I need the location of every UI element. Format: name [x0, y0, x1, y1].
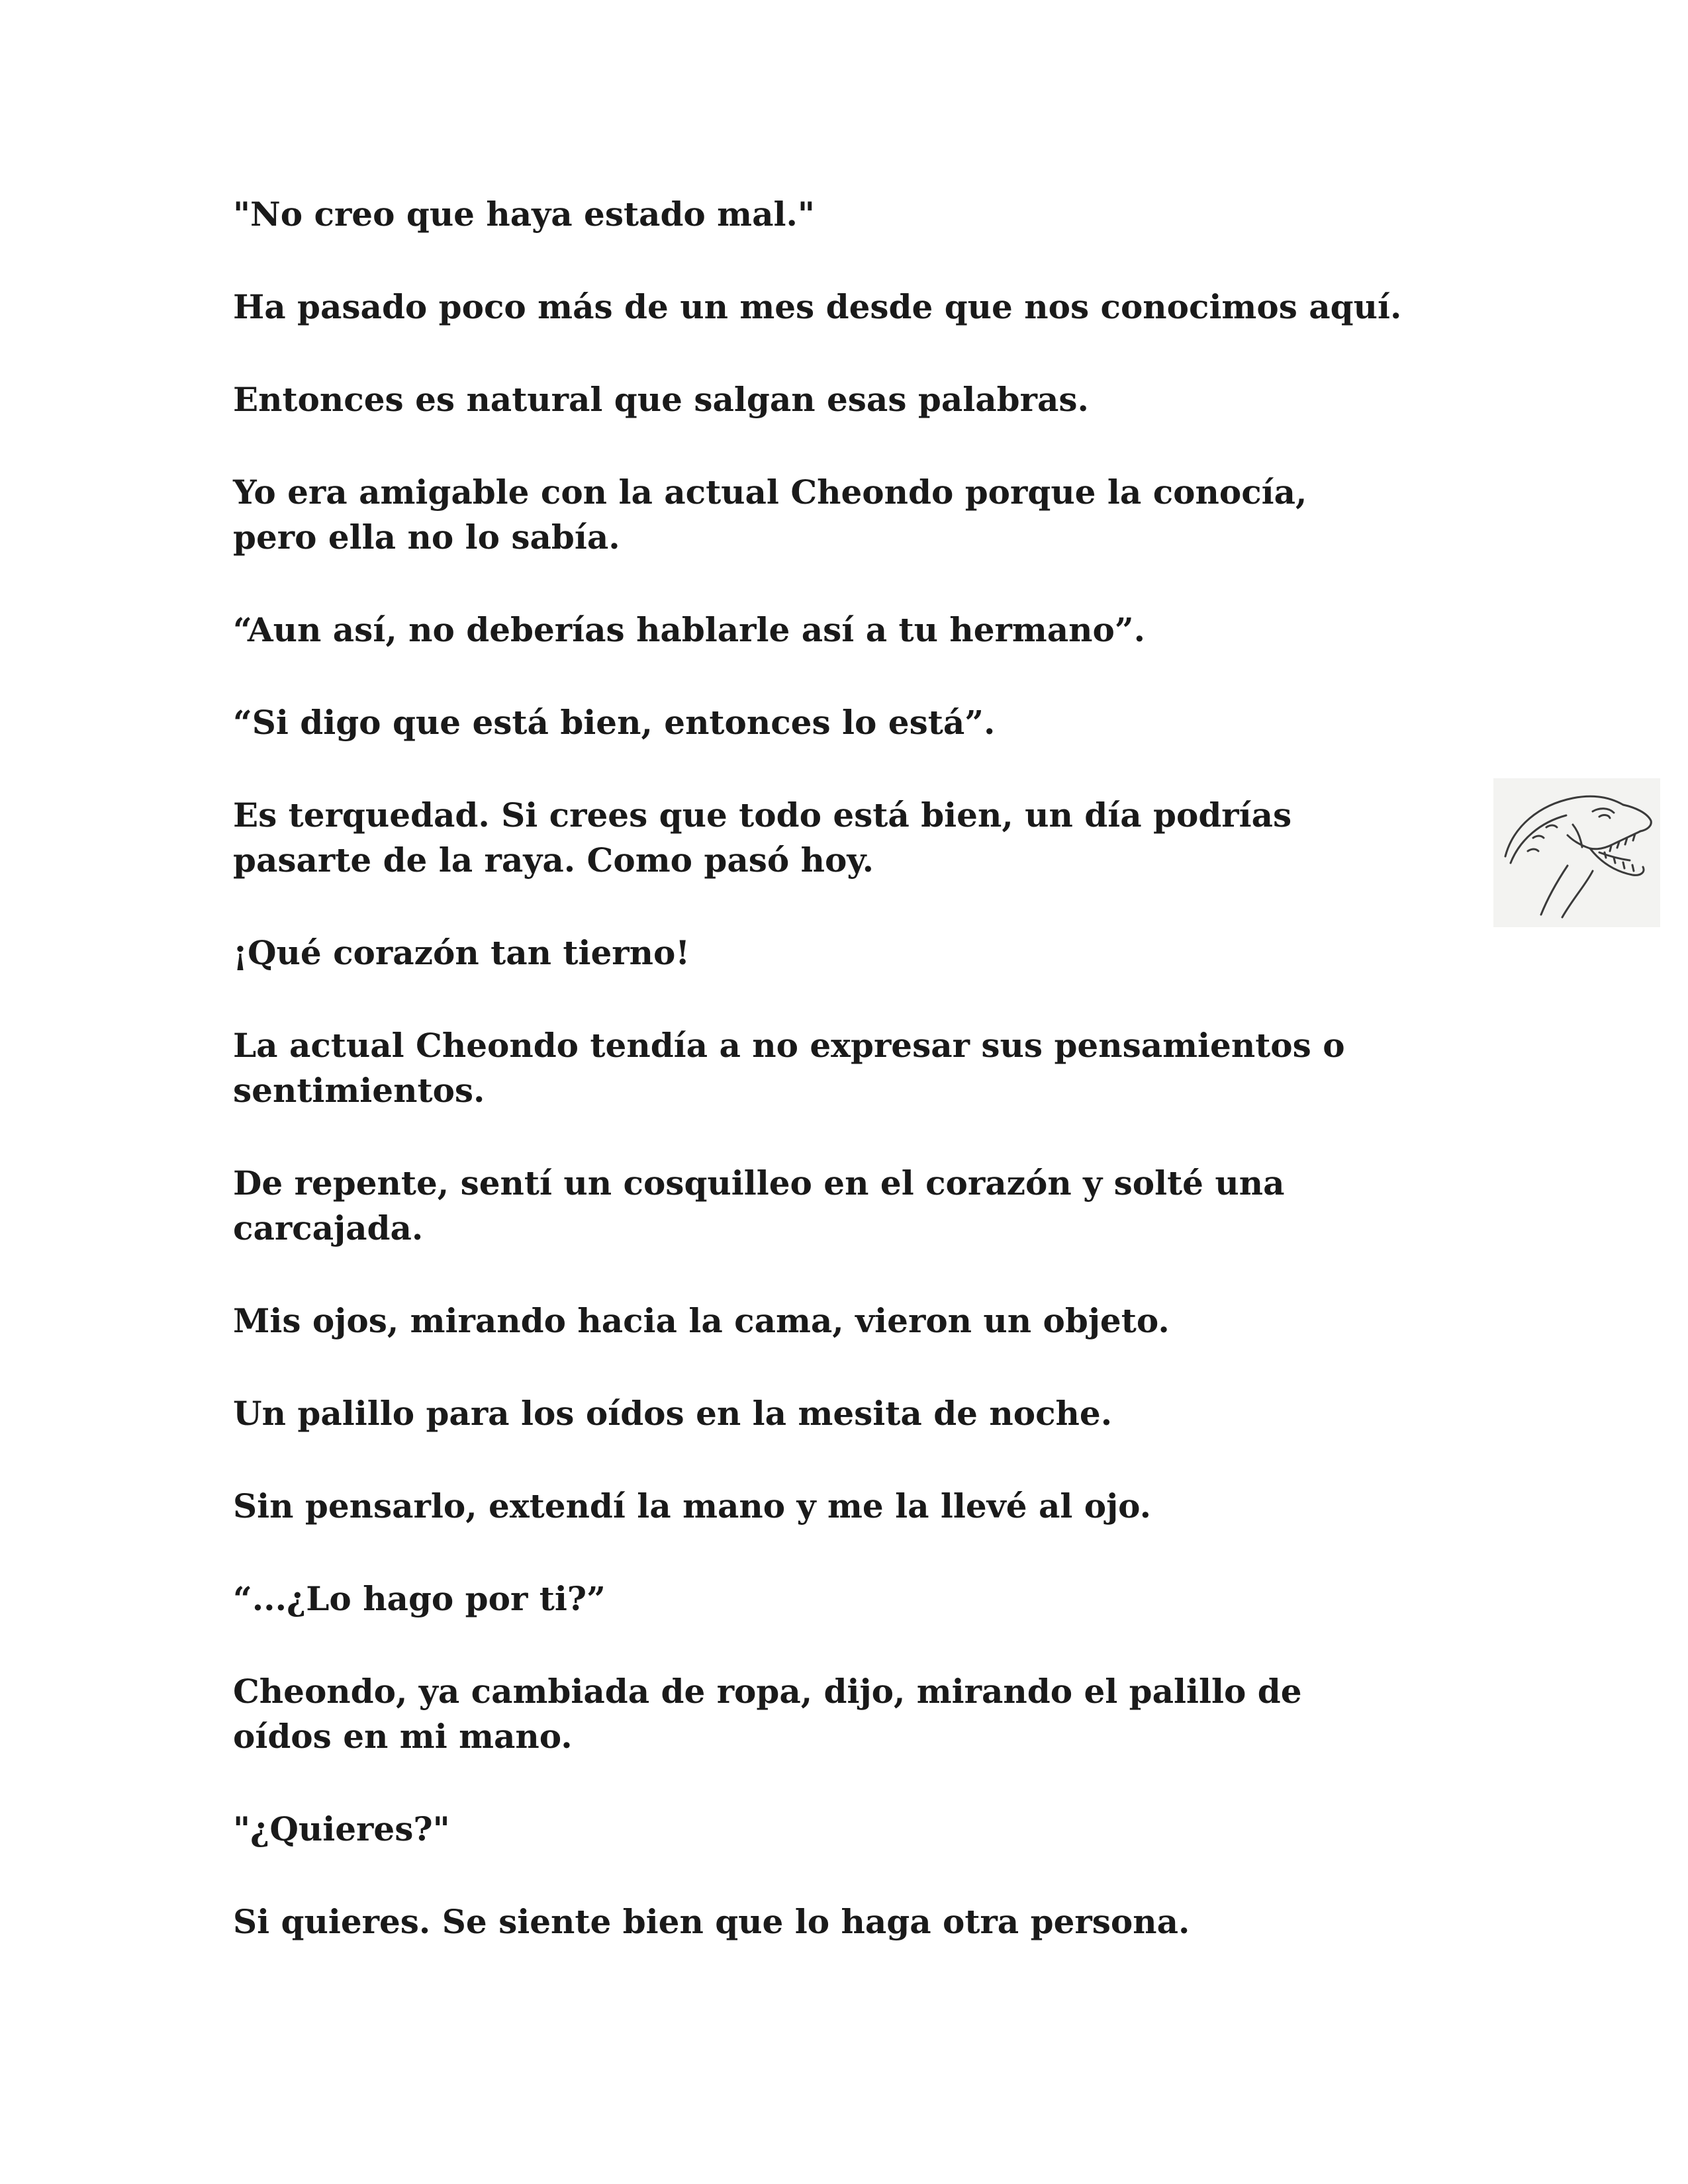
paragraph-line: Mis ojos, mirando hacia la cama, vieron un objeto.	[233, 1301, 1170, 1340]
paragraph-line: De repente, sentí un cosquilleo en el corazón y solté una	[233, 1163, 1285, 1203]
paragraph-line: Es terquedad. Si crees que todo está bien, un día podrías	[233, 796, 1292, 835]
paragraph-line: sentimientos.	[233, 1071, 485, 1110]
paragraph-line: Ha pasado poco más de un mes desde que nos conocimos aquí.	[233, 287, 1402, 326]
paragraph-3	[233, 377, 1491, 422]
paragraph-line: "No creo que haya estado mal."	[233, 195, 815, 234]
paragraph-5	[233, 608, 1491, 653]
paragraph-line: pero ella no lo sabía.	[233, 518, 620, 557]
paragraph-line: Cheondo, ya cambiada de ropa, dijo, mirando el palillo de	[233, 1672, 1302, 1711]
paragraph-line: pasarte de la raya. Como pasó hoy.	[233, 841, 874, 880]
paragraph-6	[233, 700, 1491, 745]
paragraph-14	[233, 1576, 1491, 1621]
text-column	[233, 192, 1491, 1992]
paragraph-4	[233, 470, 1491, 560]
paragraph-line: Yo era amigable con la actual Cheondo porque la conocía,	[233, 473, 1307, 512]
paragraph-11	[233, 1298, 1491, 1343]
paragraph-line: oídos en mi mano.	[233, 1717, 573, 1756]
paragraph-12	[233, 1391, 1491, 1436]
paragraph-15	[233, 1669, 1491, 1759]
paragraph-9	[233, 1023, 1491, 1113]
paragraph-line: Un palillo para los oídos en la mesita de noche.	[233, 1394, 1113, 1433]
paragraph-line: ¡Qué corazón tan tierno!	[233, 933, 690, 972]
paragraph-line: “...¿Lo hago por ti?”	[233, 1579, 606, 1618]
paragraph-line: Entonces es natural que salgan esas palabras.	[233, 380, 1089, 419]
paragraph-line: Sin pensarlo, extendí la mano y me la llevé al ojo.	[233, 1486, 1152, 1525]
paragraph-17	[233, 1899, 1491, 1944]
paragraph-16	[233, 1807, 1491, 1852]
paragraph-line: “Aun así, no deberías hablarle así a tu hermano”.	[233, 610, 1146, 649]
paragraph-line: carcajada.	[233, 1208, 424, 1248]
paragraph-8	[233, 931, 1491, 976]
paragraph-2	[233, 285, 1491, 330]
paragraph-7	[233, 793, 1491, 883]
paragraph-1	[233, 192, 1491, 237]
paragraph-line: “Si digo que está bien, entonces lo está”.	[233, 703, 996, 742]
paragraph-10	[233, 1161, 1491, 1251]
dinosaur-sketch	[1493, 778, 1660, 927]
paragraph-line: La actual Cheondo tendía a no expresar sus pensamientos o	[233, 1026, 1345, 1065]
paragraph-line: Si quieres. Se siente bien que lo haga otra persona.	[233, 1902, 1190, 1941]
dinosaur-head-icon	[1493, 778, 1660, 927]
paragraph-line: "¿Quieres?"	[233, 1809, 450, 1848]
paragraph-13	[233, 1484, 1491, 1529]
